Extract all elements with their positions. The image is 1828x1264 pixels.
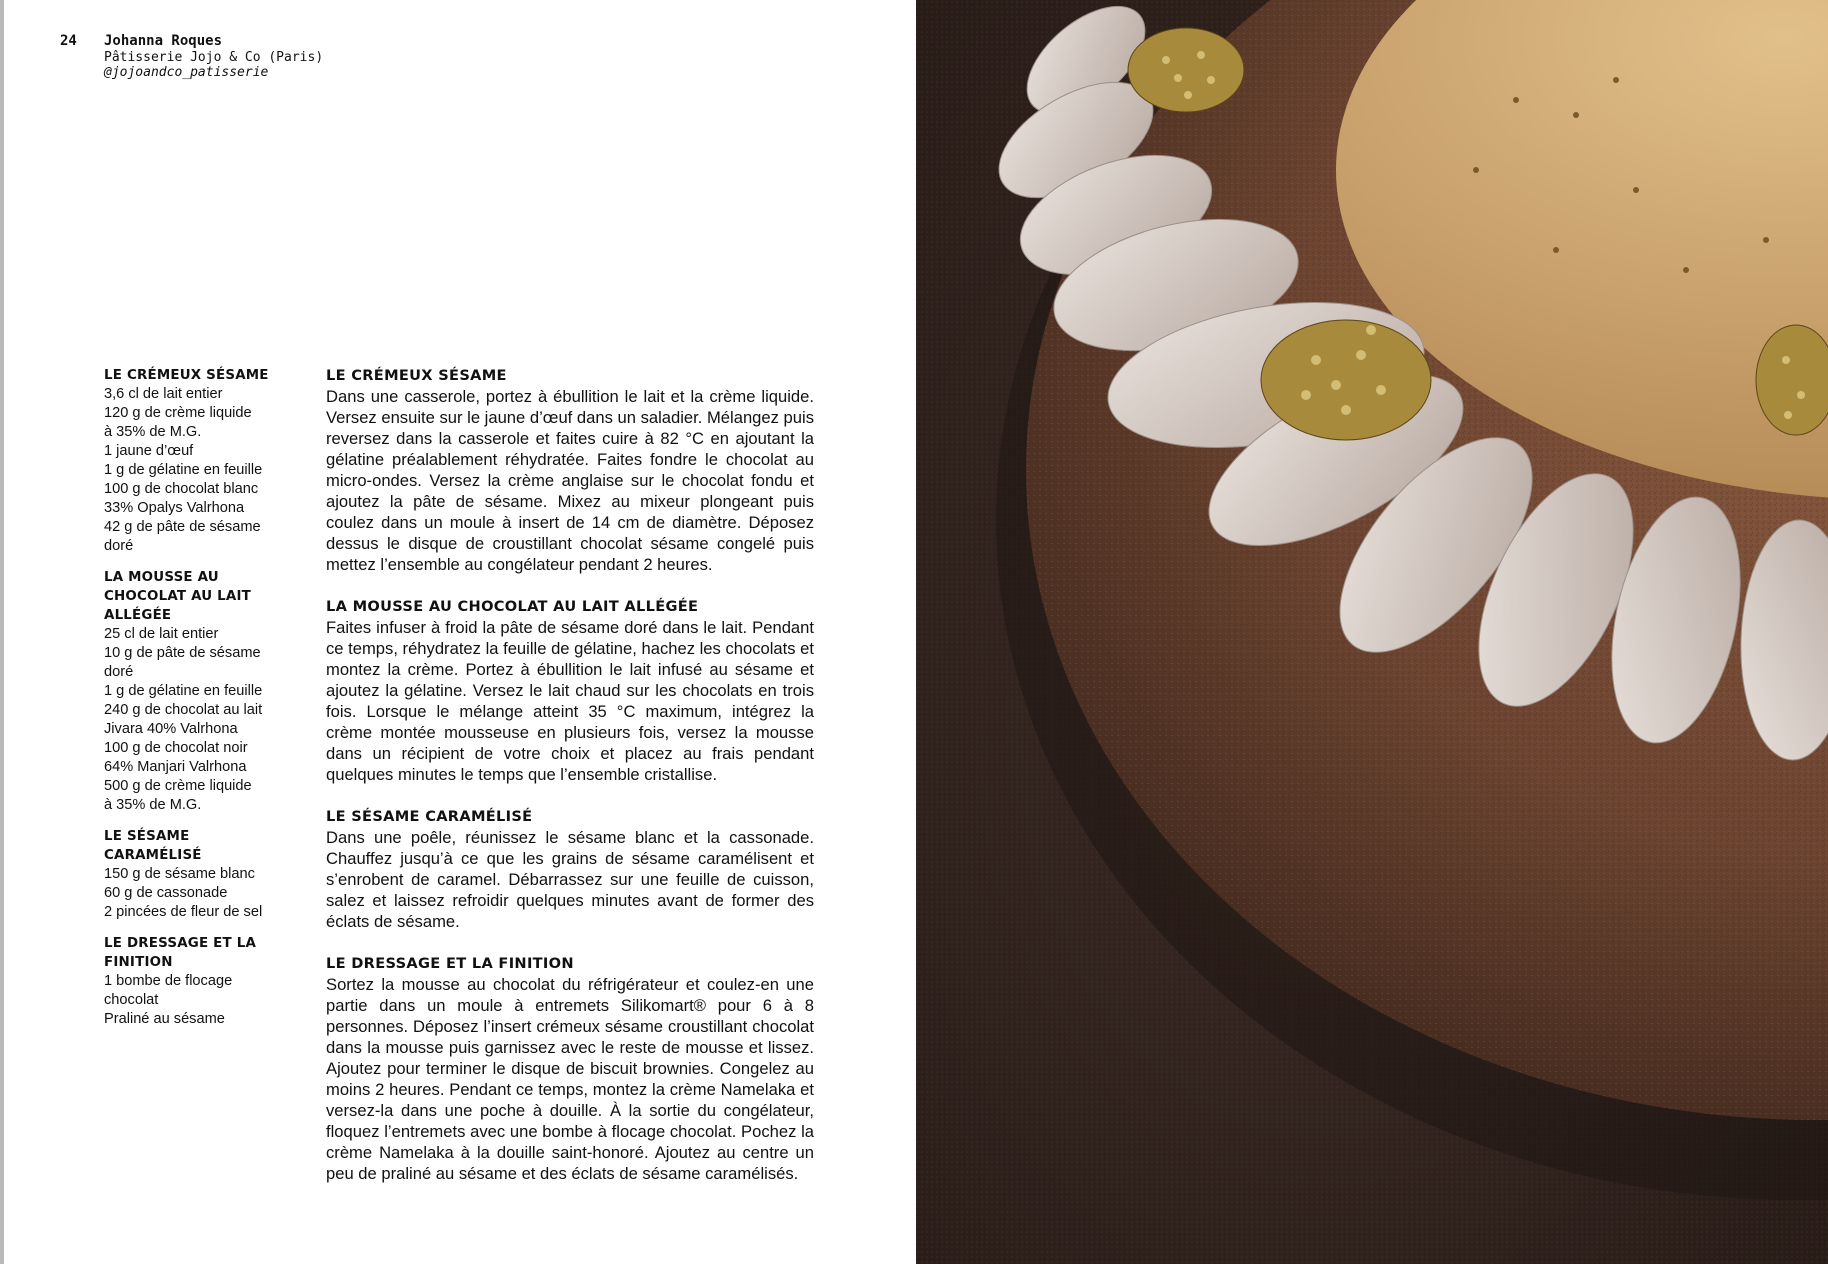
ingredient-section [104,568,284,815]
ingredient-item: Praliné au sésame [104,1011,225,1027]
instagram-handle: @jojoandco_patisserie [104,65,269,80]
cake-photo [916,0,1828,1264]
ingredient-item: 25 cl de lait entier [104,626,219,642]
ingredient-item: doré [104,664,134,680]
ingredient-item: 42 g de pâte de sésame [104,519,261,535]
ingredient-item: 1 bombe de flocage [104,973,233,989]
recipe-step [326,807,814,932]
ingredient-item: 3,6 cl de lait entier [104,386,223,402]
recipe-step-text: Sortez la mousse au chocolat du réfrigérateur et coulez-en une partie dans un moule à entremets Silikomart® pour 6 à 8 personnes. Déposez l’insert crémeux sésame croustillant chocolat dans la mousse puis garnissez avec le reste de mousse et lissez. Ajoutez pour terminer le disque de biscuit brownies. Congelez au moins 2 heures. Pendant ce temps, montez la crème Namelaka et versez-la dans une poche à douille. À la sortie du congélateur, floquez l’entremets avec une bombe à flocage chocolat. Pochez la crème Namelaka à la douille saint-honoré. Ajoutez au centre un peu de praliné au sésame et des éclats de sésame caramélisés. [326,975,814,1183]
recipe-step [326,366,814,575]
ingredient-item: 100 g de chocolat noir [104,740,248,756]
ingredient-item: 500 g de crème liquide [104,778,252,794]
recipe-step [326,954,814,1184]
ingredient-section [104,366,284,556]
ingredient-item: 10 g de pâte de sésame [104,645,261,661]
recipe-step-text: Dans une casserole, portez à ébullition le lait et la crème liquide. Versez ensuite sur le jaune d’œuf dans un saladier. Mélangez puis reversez dans la casserole et faites cuire à 82 °C en ajoutant la gélatine préalablement réhydratée. Faites fondre le chocolat au micro-ondes. Versez la crème anglaise sur le chocolat fondu et ajoutez la pâte de sésame. Mixez au mixeur plongeant puis coulez dans un moule à insert de 14 cm de diamètre. Déposez dessus le disque de croustillant chocolat sésame congelé puis mettez l’ensemble au congélateur pendant 2 heures. [326,387,814,574]
ingredient-item: Jivara 40% Valrhona [104,721,238,737]
ingredient-item: 33% Opalys Valrhona [104,500,245,516]
recipe-step-text: Faites infuser à froid la pâte de sésame doré dans le lait. Pendant ce temps, réhydratez la feuille de gélatine, hachez les chocolats et montez la crème. Portez à ébullition le lait infusé au sésame et ajoutez la gélatine. Versez le lait chaud sur les chocolats en trois fois. Lorsque le mélange atteint 35 °C maximum, intégrez la crème montée mousseuse en plusieurs fois, versez la mousse dans un récipient de votre choix et placez au frais pendant quelques minutes le temps que l’ensemble cristallise. [326,618,814,784]
recipe-step-title: LE SÉSAME CARAMÉLISÉ [326,808,533,825]
recipe-step-title: LE DRESSAGE ET LA FINITION [326,955,574,972]
recipe-step-text: Dans une poêle, réunissez le sésame blanc et la cassonade. Chauffez jusqu’à ce que les grains de sésame caramélisent et s’enrobent de caramel. Débarrassez sur une feuille de cuisson, salez et laissez refroidir quelques minutes avant de former des éclats de sésame. [326,828,814,931]
shop-name: Pâtisserie Jojo & Co (Paris) [104,49,324,65]
author-block [104,34,323,81]
page-number: 24 [60,33,77,49]
ingredients-column [104,366,284,1041]
right-page [916,0,1828,1264]
ingredient-item: 1 g de gélatine en feuille [104,683,263,699]
ingredient-section-title: LA MOUSSE AU CHOCOLAT AU LAIT ALLÉGÉE [104,570,251,623]
ingredient-item: 60 g de cassonade [104,885,228,901]
author-name: Johanna Roques [104,33,223,49]
ingredient-item: doré [104,538,134,554]
ingredient-item: 1 jaune d’œuf [104,443,194,459]
ingredient-item: 120 g de crème liquide [104,405,252,421]
ingredient-item: à 35% de M.G. [104,797,202,813]
recipe-step-title: LE CRÉMEUX SÉSAME [326,367,507,384]
ingredient-section [104,934,284,1029]
ingredient-item: 2 pincées de fleur de sel [104,904,263,920]
ingredient-item: à 35% de M.G. [104,424,202,440]
ingredient-item: 1 g de gélatine en feuille [104,462,263,478]
ingredient-section [104,827,284,922]
ingredient-item: 100 g de chocolat blanc [104,481,259,497]
ingredient-item: chocolat [104,992,159,1008]
recipe-steps-column [326,366,814,1206]
ingredient-section-title: LE SÉSAME CARAMÉLISÉ [104,829,202,863]
ingredient-item: 150 g de sésame blanc [104,866,255,882]
ingredient-item: 64% Manjari Valrhona [104,759,247,775]
recipe-step-title: LA MOUSSE AU CHOCOLAT AU LAIT ALLÉGÉE [326,598,699,615]
recipe-step [326,597,814,785]
ingredient-item: 240 g de chocolat au lait [104,702,263,718]
ingredient-section-title: LE DRESSAGE ET LA FINITION [104,936,257,970]
ingredient-section-title: LE CRÉMEUX SÉSAME [104,368,269,383]
